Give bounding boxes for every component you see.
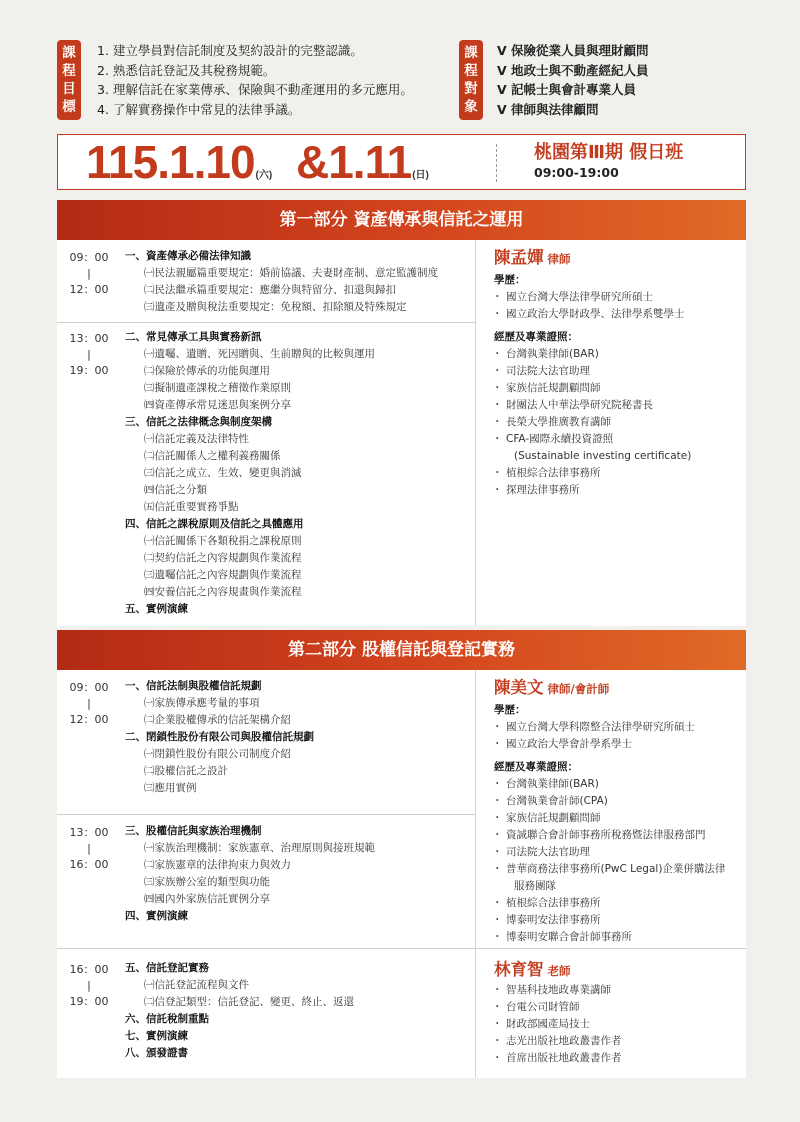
agenda-subitem: ㈠民法親屬篇重要規定：婚前協議、夫妻財產制、意定監護制度 [144,267,438,279]
agenda-block [125,329,375,618]
list-item: ・ 台電公司財管師 [494,999,739,1016]
agenda-subitem: ㈠家族傳承應考量的事項 [144,697,260,709]
time-slot [69,680,109,728]
list-item: ・ 財團法人中華法學研究院秘書長 [494,397,739,414]
agenda-heading: 四、信託之課稅原則及信託之具體應用 [125,518,304,530]
experience-list [494,346,739,499]
time-slot [69,825,109,873]
banner-divider [496,144,497,182]
time-sep: | [87,979,91,992]
agenda-heading: 三、信託之法律概念與制度架構 [125,416,272,428]
agenda-subitem: ㈠閉鎖性股份有限公司制度介紹 [144,748,291,760]
agenda-subitem: ㈡信登記類型：信託登記、變更、終止、返還 [144,996,354,1008]
agenda-subitem: ㈤信託重要實務爭點 [144,501,239,513]
agenda-subitem: ㈡民法繼承篇重要規定：應繼分與特留分、扣還與歸扣 [144,284,396,296]
list-item: ・ 博泰明安聯合會計師事務所 [494,929,739,946]
agenda-subitem: ㈠信託定義及法律特性 [144,433,249,445]
list-item-continued: (Sustainable investing certificate) [514,450,692,462]
experience-label: 經歷及專業證照： [494,761,578,773]
course-goals-list [97,41,413,119]
list-item: ・ 博泰明安法律事務所 [494,912,739,929]
list-item: ・ 植根綜合法律事務所 [494,465,739,482]
tag-char: 對 [464,81,478,97]
list-item: ・ 探理法律事務所 [494,482,739,499]
audience-item: V 記帳士與會計專業人員 [497,82,637,97]
date-first: 115.1.10 [86,136,255,188]
list-item: ・ 家族信託規劃顧問師 [494,380,739,397]
agenda-heading: 一、信託法制與股權信託規劃 [125,680,262,692]
time-end: 12：00 [69,283,109,296]
part1-title-bar: 第一部分 資產傳承與信託之運用 [57,200,746,240]
agenda-block [125,823,375,925]
agenda-block [125,960,354,1062]
agenda-subitem: ㈠信託關係下各類稅捐之課稅原則 [144,535,302,547]
agenda-subitem: ㈣資產傳承常見迷思與案例分享 [144,399,291,411]
row-divider [57,948,746,949]
date-first-weekday: (六) [255,170,273,181]
tag-char: 目 [62,81,76,97]
list-item: ・ 國立政治大學會計學系學士 [494,736,739,753]
date-ampersand: & [295,136,329,188]
speaker-card [494,959,739,1067]
time-sep: | [87,267,91,280]
agenda-subitem: ㈡信託關係人之權利義務關係 [144,450,281,462]
part2-schedule [57,670,746,1078]
date-second: 1.11 [328,136,412,188]
list-item: ・ 國立政治大學財政學、法律學系雙學士 [494,306,739,323]
speaker-card [494,247,739,499]
speaker-title: 律師 [547,252,571,266]
row-divider [57,814,476,815]
agenda-heading: 五、信託登記實務 [125,962,209,974]
tag-char: 標 [62,99,76,115]
speaker-name: 林育智 [494,960,544,979]
agenda-subitem: ㈣安養信託之內容規畫與作業流程 [144,586,302,598]
list-item: ・ 首席出版社地政叢書作者 [494,1050,739,1067]
experience-list [494,982,739,1067]
speaker-title: 律師/會計師 [547,682,610,696]
list-item: ・ 台灣執業律師(BAR) [494,776,739,793]
list-item: ・ 國立台灣大學科際整合法律學研究所碩士 [494,719,739,736]
audience-item: V 保險從業人員與理財顧問 [497,43,649,58]
speaker-title: 老師 [547,964,571,978]
education-list [494,719,739,753]
experience-label: 經歷及專業證照： [494,331,578,343]
agenda-heading: 七、實例演練 [125,1030,188,1042]
agenda-subitem: ㈢家族辦公室的類型與功能 [144,876,270,888]
agenda-heading: 二、閉鎖性股份有限公司與股權信託規劃 [125,731,314,743]
list-item: ・ 智基科技地政專業講師 [494,982,739,999]
list-item: ・ 資誠聯合會計師事務所稅務暨法律服務部門 [494,827,739,844]
list-item: ・ 國立台灣大學法律學研究所碩士 [494,289,739,306]
time-sep: | [87,842,91,855]
goal-item: 3. 理解信託在家業傳承、保險與不動產運用的多元應用。 [97,82,413,97]
education-list [494,289,739,323]
goal-item: 1. 建立學員對信託制度及契約設計的完整認識。 [97,43,363,58]
time-slot [69,250,109,298]
part2-title-bar: 第二部分 股權信託與登記實務 [57,630,746,670]
agenda-subitem: ㈢遺產及贈與稅法重要規定：免稅額、扣除額及特殊規定 [144,301,407,313]
list-item: ・ 志光出版社地政叢書作者 [494,1033,739,1050]
agenda-subitem: ㈢遺囑信託之內容規劃與作業流程 [144,569,302,581]
list-item: ・ 普華商務法律事務所(PwC Legal)企業併購法律 [494,861,739,878]
time-start: 16：00 [69,963,109,976]
time-start: 09：00 [69,681,109,694]
agenda-heading: 三、股權信託與家族治理機制 [125,825,262,837]
list-item: ・ CFA-國際永續投資證照 [494,431,739,448]
agenda-heading: 一、資產傳承必備法律知識 [125,250,251,262]
time-sep: | [87,348,91,361]
list-item: ・ 台灣執業會計師(CPA) [494,793,739,810]
agenda-block [125,248,438,316]
agenda-subitem: ㈡保險於傳承的功能與運用 [144,365,270,377]
class-name: 桃園第Ⅲ期 假日班 [534,142,684,163]
course-audience-list [497,41,649,119]
education-label: 學歷： [494,274,526,286]
time-slot [69,962,109,1010]
education-label: 學歷： [494,704,526,716]
speaker-card [494,677,739,946]
row-divider [57,322,476,323]
agenda-subitem: ㈡家族憲章的法律拘束力與效力 [144,859,291,871]
goal-item: 2. 熟悉信託登記及其稅務規範。 [97,62,276,78]
course-dates [86,137,429,201]
course-audience-tag [459,40,483,120]
time-end: 16：00 [69,858,109,871]
agenda-heading: 二、常見傳承工具與實務新訊 [125,331,262,343]
agenda-subitem: ㈢應用實例 [144,782,197,794]
time-slot [69,331,109,379]
speaker-name: 陳孟嬋 [494,248,544,267]
list-item: ・ 台灣執業律師(BAR) [494,346,739,363]
time-end: 19：00 [69,364,109,377]
time-start: 13：00 [69,332,109,345]
tag-char: 程 [464,63,478,79]
course-info [57,40,747,120]
speaker-name: 陳美文 [494,678,544,697]
agenda-subitem: ㈢擬制遺產課稅之稽徵作業原則 [144,382,291,394]
agenda-heading: 四、實例演練 [125,910,188,922]
tag-char: 課 [464,45,478,61]
agenda-subitem: ㈡企業股權傳承的信託架構介紹 [144,714,291,726]
agenda-subitem: ㈠信託登記流程與文件 [144,979,249,991]
time-sep: | [87,697,91,710]
experience-list [494,776,739,946]
date-banner [57,134,746,190]
agenda-subitem: ㈠家族治理機制：家族憲章、治理原則與接班規範 [144,842,375,854]
list-item: ・ 財政部國產局技士 [494,1016,739,1033]
agenda-subitem: ㈡股權信託之設計 [144,765,228,777]
time-end: 12：00 [69,713,109,726]
list-item: ・ 長榮大學推廣教育講師 [494,414,739,431]
agenda-block [125,678,314,797]
agenda-heading: 八、頒發證書 [125,1047,188,1059]
list-item: ・ 植根綜合法律事務所 [494,895,739,912]
agenda-subitem: ㈣信託之分類 [144,484,207,496]
agenda-subitem: ㈢信託之成立、生效、變更與消滅 [144,467,302,479]
list-item: ・ 司法院大法官助理 [494,363,739,380]
course-goals-tag [57,40,81,120]
agenda-subitem: ㈠遺囑、遺贈、死因贈與、生前贈與的比較與運用 [144,348,375,360]
tag-char: 程 [62,63,76,79]
list-item-continued: 服務團隊 [514,880,556,892]
agenda-heading: 五、實例演練 [125,603,188,615]
time-start: 13：00 [69,826,109,839]
tag-char: 象 [464,99,478,115]
time-end: 19：00 [69,995,109,1008]
agenda-subitem: ㈣國內外家族信託實例分享 [144,893,270,905]
class-time: 09:00-19:00 [534,165,619,180]
date-second-weekday: (日) [412,170,429,181]
agenda-heading: 六、信託稅制重點 [125,1013,209,1025]
part1-schedule [57,240,746,626]
goal-item: 4. 了解實務操作中常見的法律爭議。 [97,101,301,117]
column-divider [475,240,476,626]
list-item: ・ 司法院大法官助理 [494,844,739,861]
agenda-subitem: ㈡契約信託之內容規劃與作業流程 [144,552,302,564]
time-start: 09：00 [69,251,109,264]
column-divider [475,670,476,1078]
list-item: ・ 家族信託規劃顧問師 [494,810,739,827]
audience-item: V 律師與法律顧問 [497,101,599,117]
tag-char: 課 [62,45,76,61]
audience-item: V 地政士與不動產經紀人員 [497,62,649,78]
